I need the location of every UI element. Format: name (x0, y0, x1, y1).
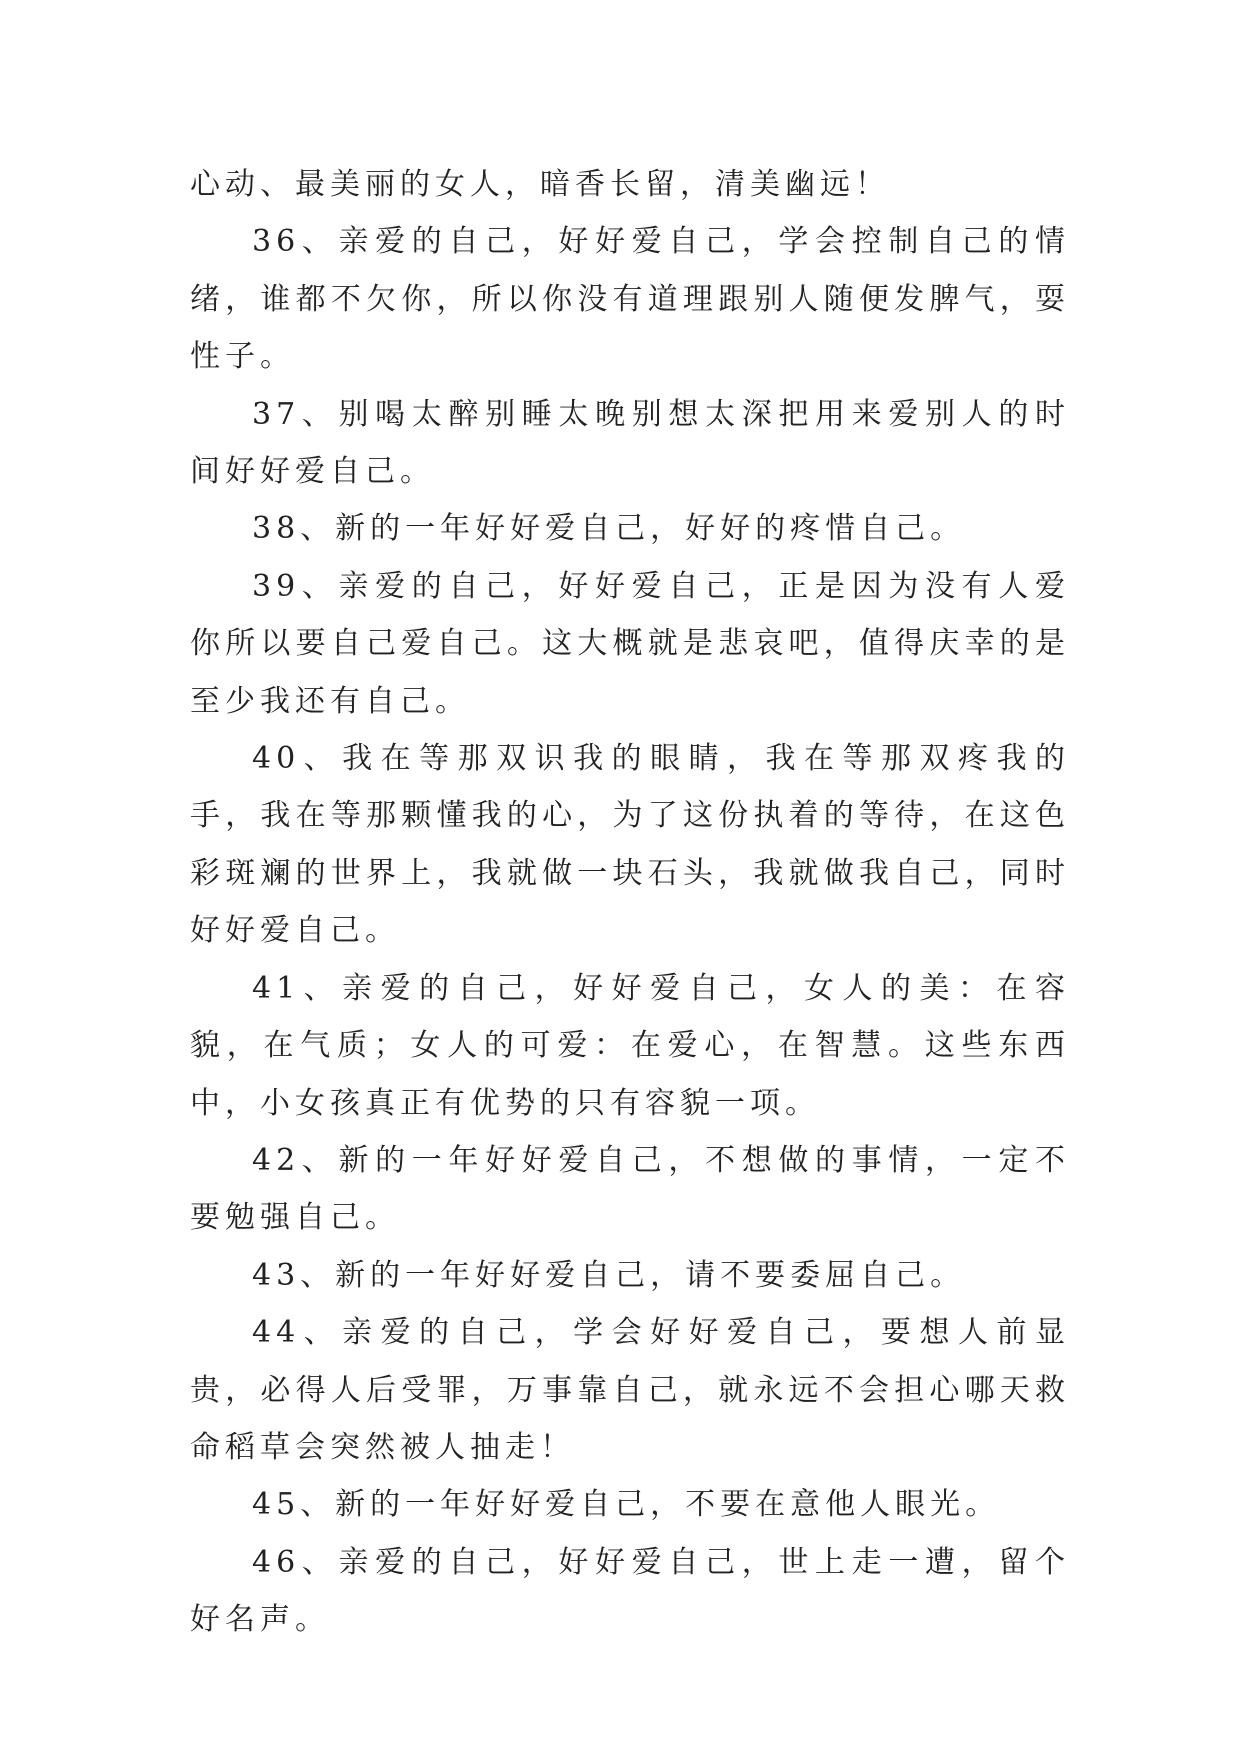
paragraph-37: 37、别喝太醉别睡太晚别想太深把用来爱别人的时间好好爱自己。 (190, 396, 1070, 490)
paragraph-continuation: 心动、最美丽的女人，暗香长留，清美幽远！ (190, 167, 890, 202)
paragraph-43: 43、新的一年好好爱自己，请不要委屈自己。 (252, 1257, 966, 1293)
paragraph-44: 44、亲爱的自己，学会好好爱自己，要想人前显贵，必得人后受罪，万事靠自己，就永远不会担心哪天救命稻草会突然被人抽走！ (190, 1315, 1070, 1465)
paragraph-40: 40、我在等那双识我的眼睛，我在等那双疼我的手，我在等那颗懂我的心，为了这份执着的等待，在这色彩斑斓的世界上，我就做一块石头，我就做我自己，同时好好爱自己。 (190, 741, 1070, 949)
paragraph-38: 38、新的一年好好爱自己，好好的疼惜自己。 (252, 511, 966, 547)
paragraph-42: 42、新的一年好好爱自己，不想做的事情，一定不要勉强自己。 (190, 1142, 1070, 1236)
document-body (190, 156, 1070, 1649)
paragraph-36: 36、亲爱的自己，好好爱自己，学会控制自己的情绪，谁都不欠你，所以你没有道理跟别人随便发脾气，耍性子。 (190, 224, 1070, 375)
paragraph-39: 39、亲爱的自己，好好爱自己，正是因为没有人爱你所以要自己爱自己。这大概就是悲哀吧，值得庆幸的是至少我还有自己。 (190, 568, 1070, 719)
paragraph-46: 46、亲爱的自己，好好爱自己，世上走一遭，留个好名声。 (190, 1544, 1070, 1638)
paragraph-45: 45、新的一年好好爱自己，不要在意他人眼光。 (252, 1487, 1001, 1523)
paragraph-41: 41、亲爱的自己，好好爱自己，女人的美：在容貌，在气质；女人的可爱：在爱心，在智慧。这些东西中，小女孩真正有优势的只有容貌一项。 (190, 970, 1070, 1121)
